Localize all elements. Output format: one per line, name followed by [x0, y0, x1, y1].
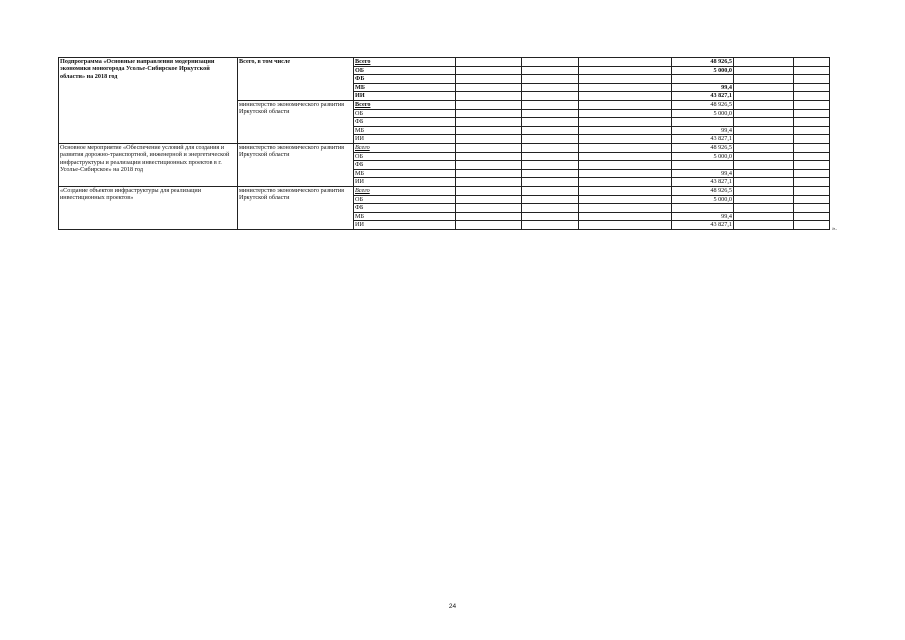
empty-cell — [794, 118, 830, 127]
empty-cell — [579, 118, 672, 127]
empty-cell — [794, 178, 830, 187]
empty-cell — [522, 66, 579, 75]
empty-cell — [734, 118, 794, 127]
empty-cell — [579, 58, 672, 67]
empty-cell — [456, 178, 522, 187]
budget-table — [58, 57, 830, 230]
funding-source-cell: ИИ — [354, 221, 456, 230]
empty-cell — [734, 92, 794, 101]
empty-cell — [456, 118, 522, 127]
funding-source-cell: ФБ — [354, 75, 456, 84]
empty-cell — [734, 109, 794, 118]
funding-source-cell: Всего — [354, 143, 456, 152]
funding-source-cell: ФБ — [354, 204, 456, 213]
funding-source-cell: Всего — [354, 58, 456, 67]
empty-cell — [579, 195, 672, 204]
empty-cell — [734, 195, 794, 204]
empty-cell — [456, 58, 522, 67]
empty-cell — [579, 92, 672, 101]
table-row — [59, 58, 830, 67]
empty-cell — [522, 118, 579, 127]
empty-cell — [734, 83, 794, 92]
empty-cell — [734, 126, 794, 135]
empty-cell — [579, 135, 672, 144]
empty-cell — [456, 195, 522, 204]
empty-cell — [522, 83, 579, 92]
amount-cell: 48 926,5 — [672, 143, 734, 152]
empty-cell — [579, 126, 672, 135]
executor-cell: министерство экономического развития Иркутской области — [238, 186, 354, 229]
empty-cell — [734, 143, 794, 152]
funding-source-cell: МБ — [354, 212, 456, 221]
empty-cell — [579, 66, 672, 75]
funding-source-cell: ФБ — [354, 161, 456, 170]
executor-cell: Всего, в том числе — [238, 58, 354, 101]
empty-cell — [794, 135, 830, 144]
amount-cell: 99,4 — [672, 212, 734, 221]
empty-cell — [522, 161, 579, 170]
empty-cell — [522, 169, 579, 178]
funding-source-cell: ИИ — [354, 92, 456, 101]
empty-cell — [794, 186, 830, 195]
program-name-cell: Подпрограмма «Основные направления модернизации экономики моногорода Усолье-Сибирское Иркутской области» на 2018 год — [59, 58, 238, 144]
empty-cell — [734, 212, 794, 221]
funding-source-cell: ИИ — [354, 178, 456, 187]
empty-cell — [579, 152, 672, 161]
empty-cell — [734, 186, 794, 195]
empty-cell — [794, 161, 830, 170]
funding-source-cell: Всего — [354, 186, 456, 195]
empty-cell — [522, 92, 579, 101]
amount-cell: 43 827,1 — [672, 221, 734, 230]
empty-cell — [522, 58, 579, 67]
empty-cell — [734, 152, 794, 161]
funding-source-cell: МБ — [354, 83, 456, 92]
empty-cell — [734, 58, 794, 67]
empty-cell — [522, 212, 579, 221]
empty-cell — [579, 186, 672, 195]
empty-cell — [522, 126, 579, 135]
empty-cell — [522, 135, 579, 144]
empty-cell — [734, 75, 794, 84]
empty-cell — [579, 169, 672, 178]
amount-cell: 99,4 — [672, 169, 734, 178]
amount-cell: 5 000,0 — [672, 195, 734, 204]
empty-cell — [794, 83, 830, 92]
empty-cell — [734, 161, 794, 170]
empty-cell — [794, 126, 830, 135]
empty-cell — [794, 75, 830, 84]
empty-cell — [734, 135, 794, 144]
amount-cell: 43 827,1 — [672, 135, 734, 144]
executor-cell: министерство экономического развития Иркутской области — [238, 100, 354, 143]
empty-cell — [456, 152, 522, 161]
amount-cell — [672, 118, 734, 127]
empty-cell — [522, 143, 579, 152]
empty-cell — [579, 212, 672, 221]
empty-cell — [794, 100, 830, 109]
amount-cell: 48 926,5 — [672, 58, 734, 67]
empty-cell — [794, 58, 830, 67]
empty-cell — [734, 100, 794, 109]
empty-cell — [456, 212, 522, 221]
empty-cell — [522, 221, 579, 230]
empty-cell — [734, 221, 794, 230]
empty-cell — [734, 178, 794, 187]
empty-cell — [794, 212, 830, 221]
funding-source-cell: ОБ — [354, 195, 456, 204]
empty-cell — [456, 186, 522, 195]
empty-cell — [579, 204, 672, 213]
empty-cell — [456, 204, 522, 213]
empty-cell — [794, 195, 830, 204]
amount-cell: 48 926,5 — [672, 186, 734, 195]
empty-cell — [794, 66, 830, 75]
empty-cell — [794, 204, 830, 213]
table-row — [59, 143, 830, 152]
funding-source-cell: ИИ — [354, 135, 456, 144]
empty-cell — [579, 100, 672, 109]
empty-cell — [522, 152, 579, 161]
empty-cell — [456, 83, 522, 92]
empty-cell — [579, 178, 672, 187]
funding-source-cell: ОБ — [354, 66, 456, 75]
empty-cell — [522, 75, 579, 84]
empty-cell — [522, 109, 579, 118]
funding-source-cell: МБ — [354, 169, 456, 178]
amount-cell: 43 827,1 — [672, 178, 734, 187]
closing-quote-mark: ». — [832, 225, 837, 232]
empty-cell — [794, 152, 830, 161]
empty-cell — [794, 169, 830, 178]
amount-cell: 99,4 — [672, 126, 734, 135]
empty-cell — [456, 75, 522, 84]
empty-cell — [456, 135, 522, 144]
program-name-cell: «Создание объектов инфраструктуры для реализации инвестиционных проектов» — [59, 186, 238, 229]
empty-cell — [456, 221, 522, 230]
funding-source-cell: ОБ — [354, 109, 456, 118]
program-name-cell: Основное мероприятие «Обеспечение условий для создания и развития дорожно-транспортной, инженерной и энергетической инфраструктуры и реализации инвестиционных проектов в г. Усолье-Сибирское» на 2018 год — [59, 143, 238, 186]
amount-cell: 5 000,0 — [672, 66, 734, 75]
empty-cell — [456, 143, 522, 152]
funding-source-cell: ФБ — [354, 118, 456, 127]
empty-cell — [456, 126, 522, 135]
empty-cell — [579, 161, 672, 170]
empty-cell — [794, 143, 830, 152]
table-row — [59, 186, 830, 195]
amount-cell: 48 926,5 — [672, 100, 734, 109]
empty-cell — [794, 92, 830, 101]
empty-cell — [734, 169, 794, 178]
page-number: 24 — [448, 603, 457, 610]
amount-cell: 5 000,0 — [672, 152, 734, 161]
empty-cell — [456, 66, 522, 75]
empty-cell — [456, 169, 522, 178]
amount-cell — [672, 204, 734, 213]
empty-cell — [794, 109, 830, 118]
amount-cell — [672, 75, 734, 84]
empty-cell — [734, 204, 794, 213]
empty-cell — [579, 83, 672, 92]
table-body — [59, 58, 830, 230]
empty-cell — [522, 195, 579, 204]
empty-cell — [579, 75, 672, 84]
amount-cell: 99,4 — [672, 83, 734, 92]
amount-cell — [672, 161, 734, 170]
empty-cell — [522, 100, 579, 109]
empty-cell — [579, 221, 672, 230]
empty-cell — [579, 143, 672, 152]
amount-cell: 43 827,1 — [672, 92, 734, 101]
empty-cell — [734, 66, 794, 75]
empty-cell — [456, 100, 522, 109]
funding-source-cell: ОБ — [354, 152, 456, 161]
empty-cell — [522, 186, 579, 195]
executor-cell: министерство экономического развития Иркутской области — [238, 143, 354, 186]
amount-cell: 5 000,0 — [672, 109, 734, 118]
empty-cell — [456, 161, 522, 170]
empty-cell — [522, 204, 579, 213]
funding-source-cell: МБ — [354, 126, 456, 135]
funding-source-cell: Всего — [354, 100, 456, 109]
empty-cell — [522, 178, 579, 187]
empty-cell — [456, 109, 522, 118]
empty-cell — [579, 109, 672, 118]
empty-cell — [456, 92, 522, 101]
empty-cell — [794, 221, 830, 230]
